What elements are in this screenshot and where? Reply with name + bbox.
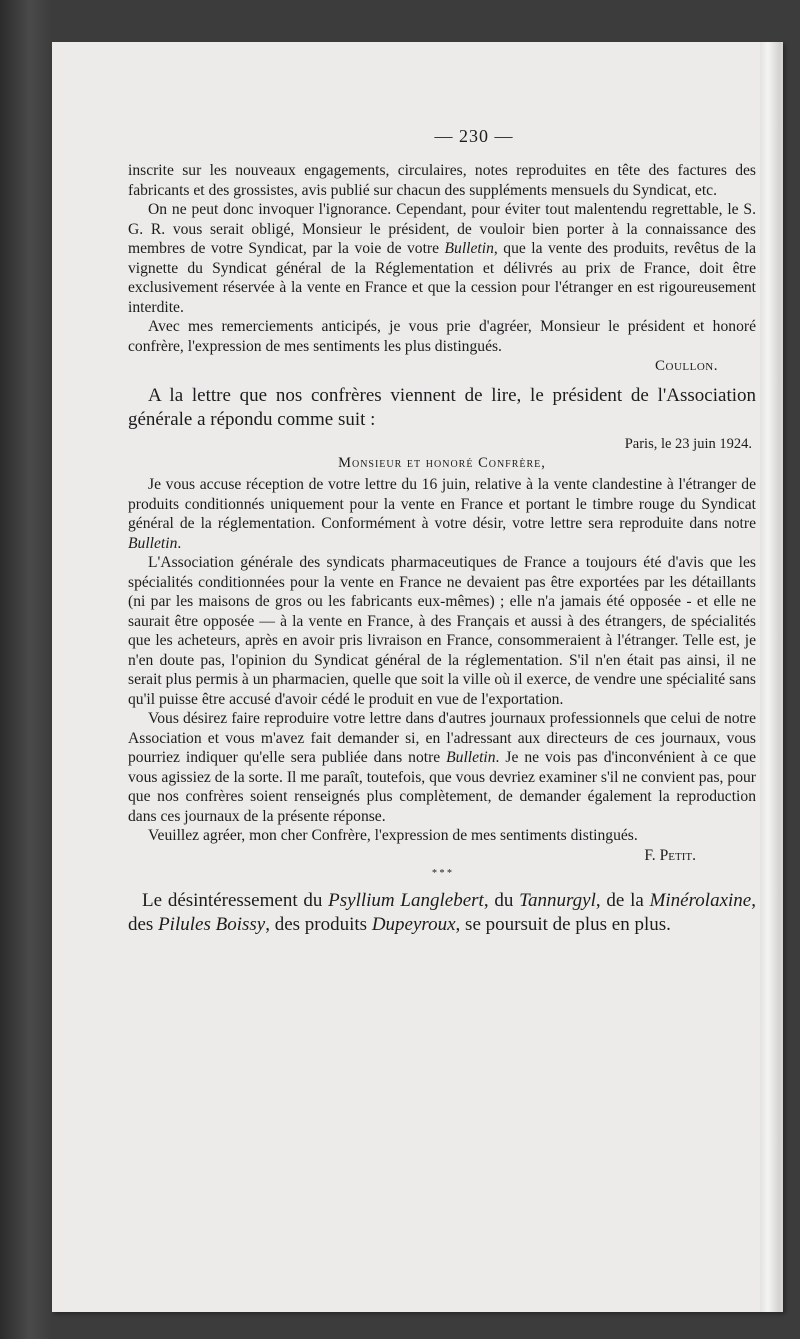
signature-row [128, 846, 756, 866]
final-paragraph [128, 889, 756, 937]
product-psyllium: Psyllium Langlebert [328, 890, 484, 911]
final-text-5: , des produits [265, 914, 372, 935]
paragraph-6 [128, 709, 756, 826]
paragraph-1: inscrite sur les nouveaux engagements, circulaires, notes reproduites en tête des factures des fabricants et des grossistes, avis publié sur chacun des suppléments mensuels du Syndicat, etc. [128, 162, 756, 199]
final-text-3: , de la [595, 890, 650, 911]
final-text-1: Le désintéressement du [142, 890, 329, 911]
bulletin-italic: Bulletin [128, 534, 178, 552]
page-edge [760, 42, 780, 1312]
final-text-4: , des [128, 890, 756, 935]
paragraph-2-end: , que la vente des produits, revêtus de la vignette du Syndicat général de la Réglementation et délivrés au prix de France, doit être exclusivement réservée à la vente en France et que la cession pour l'étranger en est rigoureusement interdite. [128, 240, 756, 316]
paragraph-2-text: On ne peut donc invoquer l'ignorance. Cependant, pour éviter tout malentendu regrettable, le S. G. R. vous serait obligé, Monsieur le président, de vouloir bien porter à la connaissance des membres de votre Syndicat, par la voie de votre [128, 201, 756, 257]
bulletin-italic: Bulletin [444, 240, 494, 257]
final-text-2: , du [483, 890, 520, 911]
page-content [128, 126, 756, 937]
paragraph-2 [128, 200, 756, 317]
paragraph-3: Avec mes remerciements anticipés, je vous prie d'agréer, Monsieur le président et honoré confrère, l'expression de mes sentiments les plus distingués. [128, 318, 756, 355]
paragraph-6-text: Vous désirez faire reproduire votre lettre dans d'autres journaux professionnels que celui de notre Association et vous m'avez fait demander si, en l'adressant aux directeurs de ces journaux, vous pourriez indiquer qu'elle sera publiée dans notre [128, 710, 756, 766]
page-number: — 230 — [434, 126, 514, 146]
paragraph-7: Veuillez agréer, mon cher Confrère, l'expression de mes sentiments distingués. [148, 827, 638, 844]
signature-petit: F. Petit. [644, 846, 696, 864]
paragraph-5: L'Association générale des syndicats pharmaceutiques de France a toujours été d'avis que les spécialités conditionnées pour la vente en France ne devaient pas être exportées par les détaillants (ni par les maisons de gros ou les fabricants eux-mêmes) ; elle n'a jamais été opposée - et elle ne saurait être opposée — à la vente en France, à des Français et aussi à des étrangers, de spécialités que les acheteurs, après en avoir pris livraison en France, consommeraient à l'étranger. Telle est, je n'en doute pas, l'opinion du Syndicat général de la réglementation. S'il n'en était pas ainsi, il ne serait plus permis à un pharmacien, quelle que soit la ville où il exerce, de vendre une spécialité sans qu'il puisse être accusé d'avoir cédé le produit en vue de l'exportation. [128, 554, 756, 708]
intro-paragraph: A la lettre que nos confrères viennent de lire, le président de l'Association générale a répondu comme suit : [128, 385, 756, 430]
section-separator: * * * [432, 868, 452, 879]
signature-coullon: Coullon. [655, 358, 718, 374]
paragraph-4 [128, 475, 756, 553]
salutation: Monsieur et honoré Confrère, [338, 455, 546, 471]
paragraph-4-text: Je vous accuse réception de votre lettre du 16 juin, relative à la vente clandestine à l'étranger de produits conditionnés uniquement pour la vente en France et portant le timbre rouge du Syndicat général de la réglementation. Conformément à votre désir, votre lettre sera reproduite dans notre [128, 476, 756, 532]
bulletin-italic: Bulletin [446, 749, 496, 766]
product-pilules-boissy: Pilules Boissy [158, 914, 266, 935]
product-dupeyroux: Dupeyroux [371, 914, 456, 935]
paragraph-4-end: . [177, 534, 182, 552]
paragraph-6-end: . Je ne vois pas d'inconvénient à ce que vous agissiez de la sorte. Il me paraît, toutefois, que vous devriez examiner s'il ne convient pas, pour que nos confrères soient renseignés plus complètement, de demander également la reproduction dans ces journaux de la présente réponse. [128, 749, 756, 825]
dateline: Paris, le 23 juin 1924. [624, 436, 752, 452]
product-tannurgyl: Tannurgyl [519, 890, 596, 911]
product-minerolaxine: Minérolaxine [649, 890, 752, 911]
final-text-6: , se poursuit de plus en plus. [455, 914, 671, 935]
